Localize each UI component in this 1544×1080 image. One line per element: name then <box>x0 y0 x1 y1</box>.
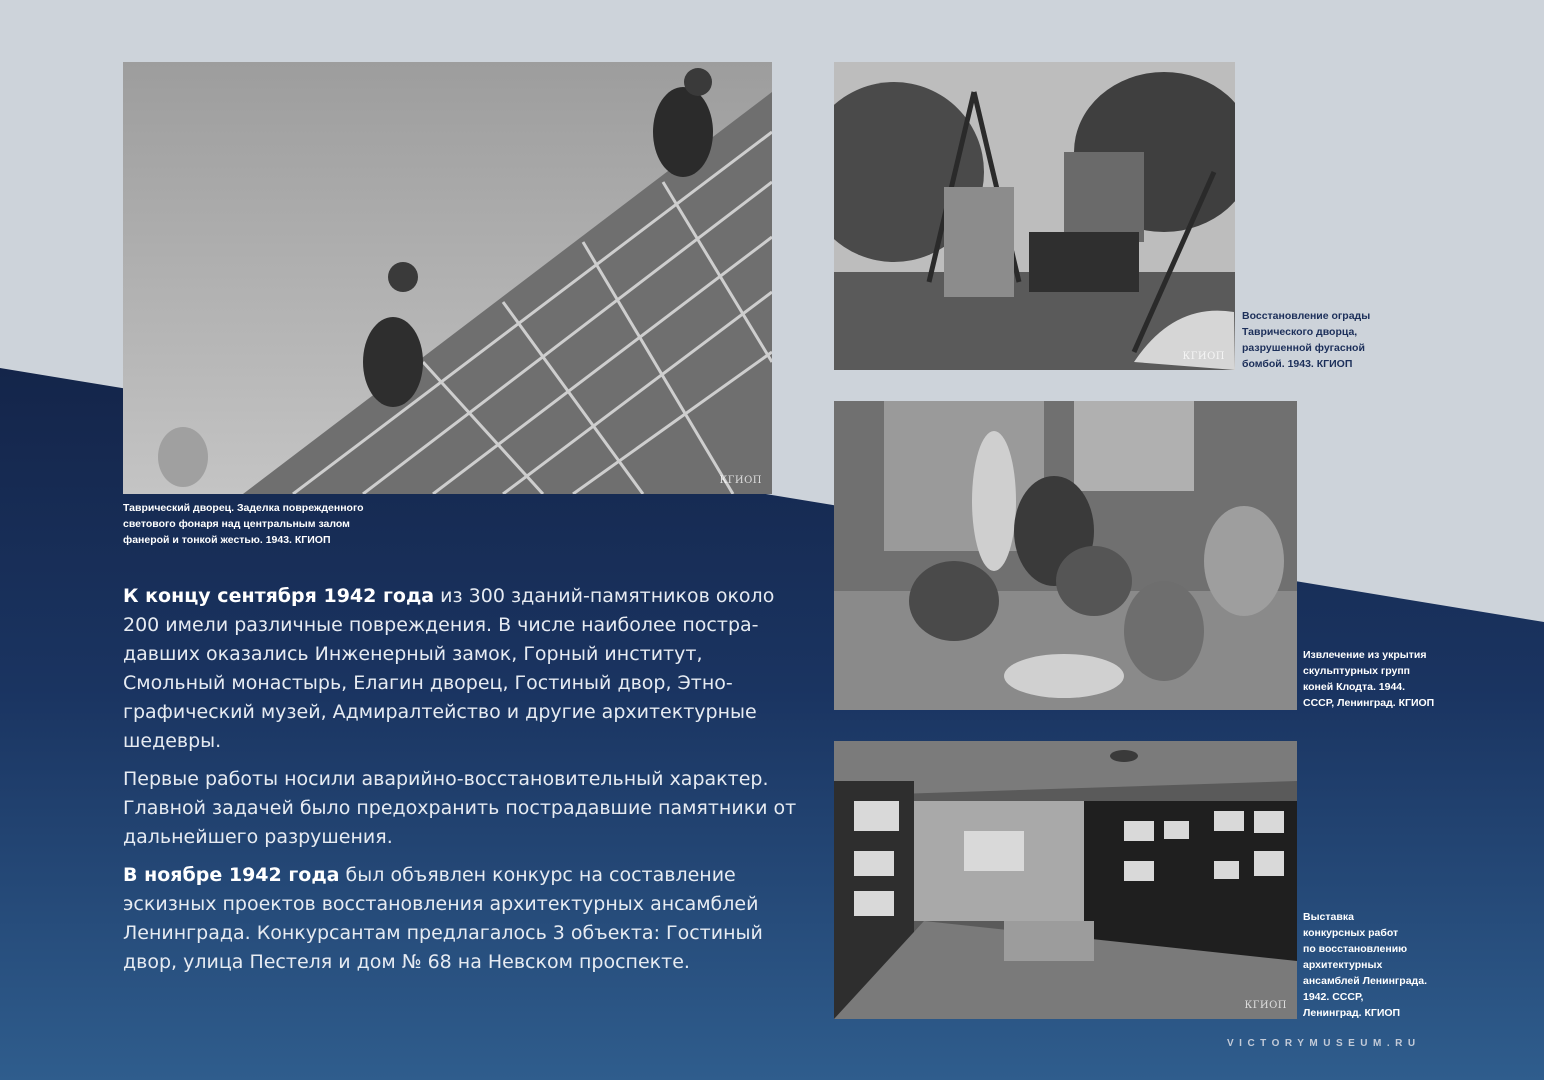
caption-tauride-roof: Таврический дворец. Заделка поврежденного светового фонаря над центральным залом фанерой и тонкой жестью. 1943. КГИОП <box>123 502 364 546</box>
paragraph-damage-lead: К концу сентября 1942 года <box>123 585 435 607</box>
caption-klodt-horses: Извлечение из укрытия скульптурных групп коней Клодта. 1944. СССР, Ленинград. КГИОП <box>1303 649 1435 709</box>
photo-exhibition-image <box>834 741 1297 1019</box>
caption-exhibition: Выставка конкурсных работ по восстановлению архитектурных ансамблей Ленинграда. 1942. СССР, Ленинград. КГИОП <box>1303 911 1427 1019</box>
caption-fence-restoration: Восстановление ограды Таврического дворца, разрушенной фугасной бомбой. 1943. КГИОП <box>1242 310 1371 370</box>
photo-fence-restoration <box>834 62 1235 370</box>
site-footer: VICTORYMUSEUM.RU <box>1227 1038 1421 1049</box>
paragraph-damage <box>123 582 803 756</box>
paragraph-competition-lead: В ноябре 1942 года <box>123 864 340 886</box>
photo-tauride-roof-image <box>123 62 772 494</box>
body-text <box>123 582 803 986</box>
photo-exhibition <box>834 741 1297 1019</box>
paragraph-competition <box>123 861 803 977</box>
photo-exhibition-watermark: КГИОП <box>1244 1000 1287 1011</box>
photo-fence-restoration-image <box>834 62 1235 370</box>
photo-klodt-horses <box>834 401 1297 710</box>
paragraph-damage-text: из 300 зданий-памятников около 200 имели различные повреждения. В числе наиболее постра-давших оказались Инженерный замок, Горный институт, Смольный монастырь, Елагин дворец, Гостиный двор, Этно-графический музей, Адмиралтейство и другие архитектурные шедевры. <box>123 585 775 752</box>
photo-tauride-roof <box>123 62 772 494</box>
photo-fence-restoration-watermark: КГИОП <box>1182 351 1225 362</box>
photo-tauride-roof-watermark: КГИОП <box>719 475 762 486</box>
paragraph-competition-text: был объявлен конкурс на составление эскизных проектов восстановления архитектурных ансамблей Ленинграда. Конкурсантам предлагалось 3 объекта: Гостиный двор, улица Пестеля и дом № 68 на Невском проспекте. <box>123 864 763 973</box>
paragraph-first-works: Первые работы носили аварийно-восстановительный характер. Главной задачей было предохранить пострадавшие памятники от дальнейшего разрушения. <box>123 768 797 848</box>
photo-klodt-horses-image <box>834 401 1297 710</box>
